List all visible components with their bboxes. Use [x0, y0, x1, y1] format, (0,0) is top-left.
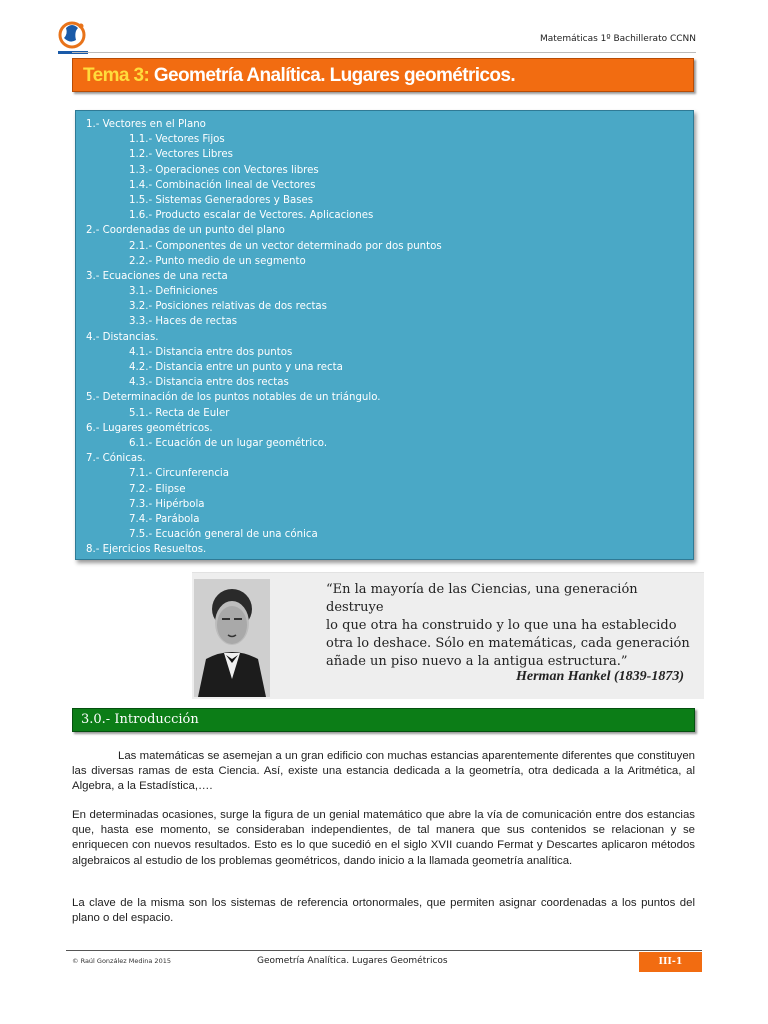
toc-item[interactable]: 7.- Cónicas.: [86, 453, 146, 465]
toc-item[interactable]: 2.1.- Componentes de un vector determinado por dos puntos: [129, 240, 442, 252]
toc-item[interactable]: 2.- Coordenadas de un punto del plano: [86, 225, 285, 237]
toc-item[interactable]: 3.1.- Definiciones: [129, 286, 218, 298]
quote-author: Herman Hankel (1839-1873): [516, 669, 684, 684]
quote-line: otra lo deshace. Sólo en matemáticas, cada generación: [326, 636, 690, 651]
toc-item[interactable]: 6.- Lugares geométricos.: [86, 422, 213, 434]
chapter-title: [72, 58, 694, 92]
toc-item[interactable]: 4.3.- Distancia entre dos rectas: [129, 377, 289, 389]
toc-item[interactable]: 7.4.- Parábola: [129, 513, 200, 525]
toc-item[interactable]: 1.4.- Combinación lineal de Vectores: [129, 179, 316, 191]
toc-item[interactable]: 2.2.- Punto medio de un segmento: [129, 255, 306, 267]
toc-item[interactable]: 3.- Ecuaciones de una recta: [86, 270, 228, 282]
toc-item[interactable]: 1.- Vectores en el Plano: [86, 119, 206, 130]
footer-title: Geometría Analítica. Lugares Geométricos: [257, 956, 448, 966]
paragraph-intro: Las matemáticas se asemejan a un gran edificio con muchas estancias aparentemente diferentes que constituyen las diversas ramas de esta Ciencia. Así, existe una estancia dedicada a la geometría, otra dedicada a la Aritmética, al Algebra, a la Estadística,….: [72, 750, 695, 793]
toc-item[interactable]: 3.3.- Haces de rectas: [129, 316, 238, 328]
toc-item[interactable]: 5.1.- Recta de Euler: [129, 407, 230, 419]
portrait-image: [194, 579, 270, 697]
toc-item[interactable]: 1.2.- Vectores Libres: [129, 149, 233, 161]
toc-item[interactable]: 1.5.- Sistemas Generadores y Bases: [129, 194, 314, 206]
page-number-badge: III-1: [639, 952, 702, 972]
chapter-title-lead: Tema 3:: [83, 65, 150, 86]
toc-item[interactable]: 7.3.- Hipérbola: [129, 498, 205, 510]
header-divider: [72, 52, 696, 53]
toc-item[interactable]: 1.1.- Vectores Fijos: [129, 134, 225, 146]
quote-line: “En la mayoría de las Ciencias, una generación destruye: [326, 582, 638, 615]
toc-item[interactable]: 5.- Determinación de los puntos notables de un triángulo.: [86, 392, 381, 404]
toc-item[interactable]: 7.5.- Ecuación general de una cónica: [129, 529, 318, 541]
quote-line: lo que otra ha construido y lo que una ha establecido: [326, 618, 677, 633]
quote-line: añade un piso nuevo a la antigua estructura.”: [326, 654, 628, 669]
toc-item[interactable]: 1.6.- Producto escalar de Vectores. Aplicaciones: [129, 210, 374, 222]
toc-item[interactable]: 7.2.- Elipse: [129, 483, 186, 495]
quote-text: [326, 581, 696, 671]
footer-divider: [66, 950, 702, 951]
toc-item[interactable]: 6.1.- Ecuación de un lugar geométrico.: [129, 437, 328, 449]
toc-item[interactable]: 1.3.- Operaciones con Vectores libres: [129, 164, 319, 176]
toc-item[interactable]: 3.2.- Posiciones relativas de dos rectas: [129, 301, 327, 313]
chapter-title-text: Geometría Analítica. Lugares geométricos.: [149, 65, 516, 86]
toc-item[interactable]: 4.- Distancias.: [86, 331, 159, 343]
course-header: Matemáticas 1º Bachillerato CCNN: [539, 34, 696, 44]
toc-item[interactable]: 4.1.- Distancia entre dos puntos: [129, 346, 293, 358]
table-of-contents: [75, 110, 694, 560]
toc-item[interactable]: 4.2.- Distancia entre un punto y una recta: [129, 362, 343, 373]
paragraph-key: La clave de la misma son los sistemas de referencia ortonormales, que permiten asignar coordenadas a los puntos del plano o del espacio.: [72, 897, 695, 925]
section-heading: 3.0.- Introducción: [72, 708, 695, 732]
toc-item[interactable]: 8.- Ejercicios Resueltos.: [86, 544, 207, 556]
toc-item[interactable]: 7.1.- Circunferencia: [129, 468, 229, 480]
quote-box: [192, 572, 704, 699]
paragraph-history: En determinadas ocasiones, surge la figura de un genial matemático que abre la vía de comunicación entre dos estancias que, hasta ese momento, se consideraban independientes, de tal manera que sus contenidos se relacionan y se enriquecen con nuevos resultados. Esto es lo que sucedió en el siglo XVII cuando Fermat y Descartes aplicaron métodos algebraicos al estudio de los problemas geométricos, dando inicio a la llamada geometría analítica.: [72, 809, 695, 867]
footer-copyright: © Raúl González Medina 2015: [72, 957, 171, 965]
